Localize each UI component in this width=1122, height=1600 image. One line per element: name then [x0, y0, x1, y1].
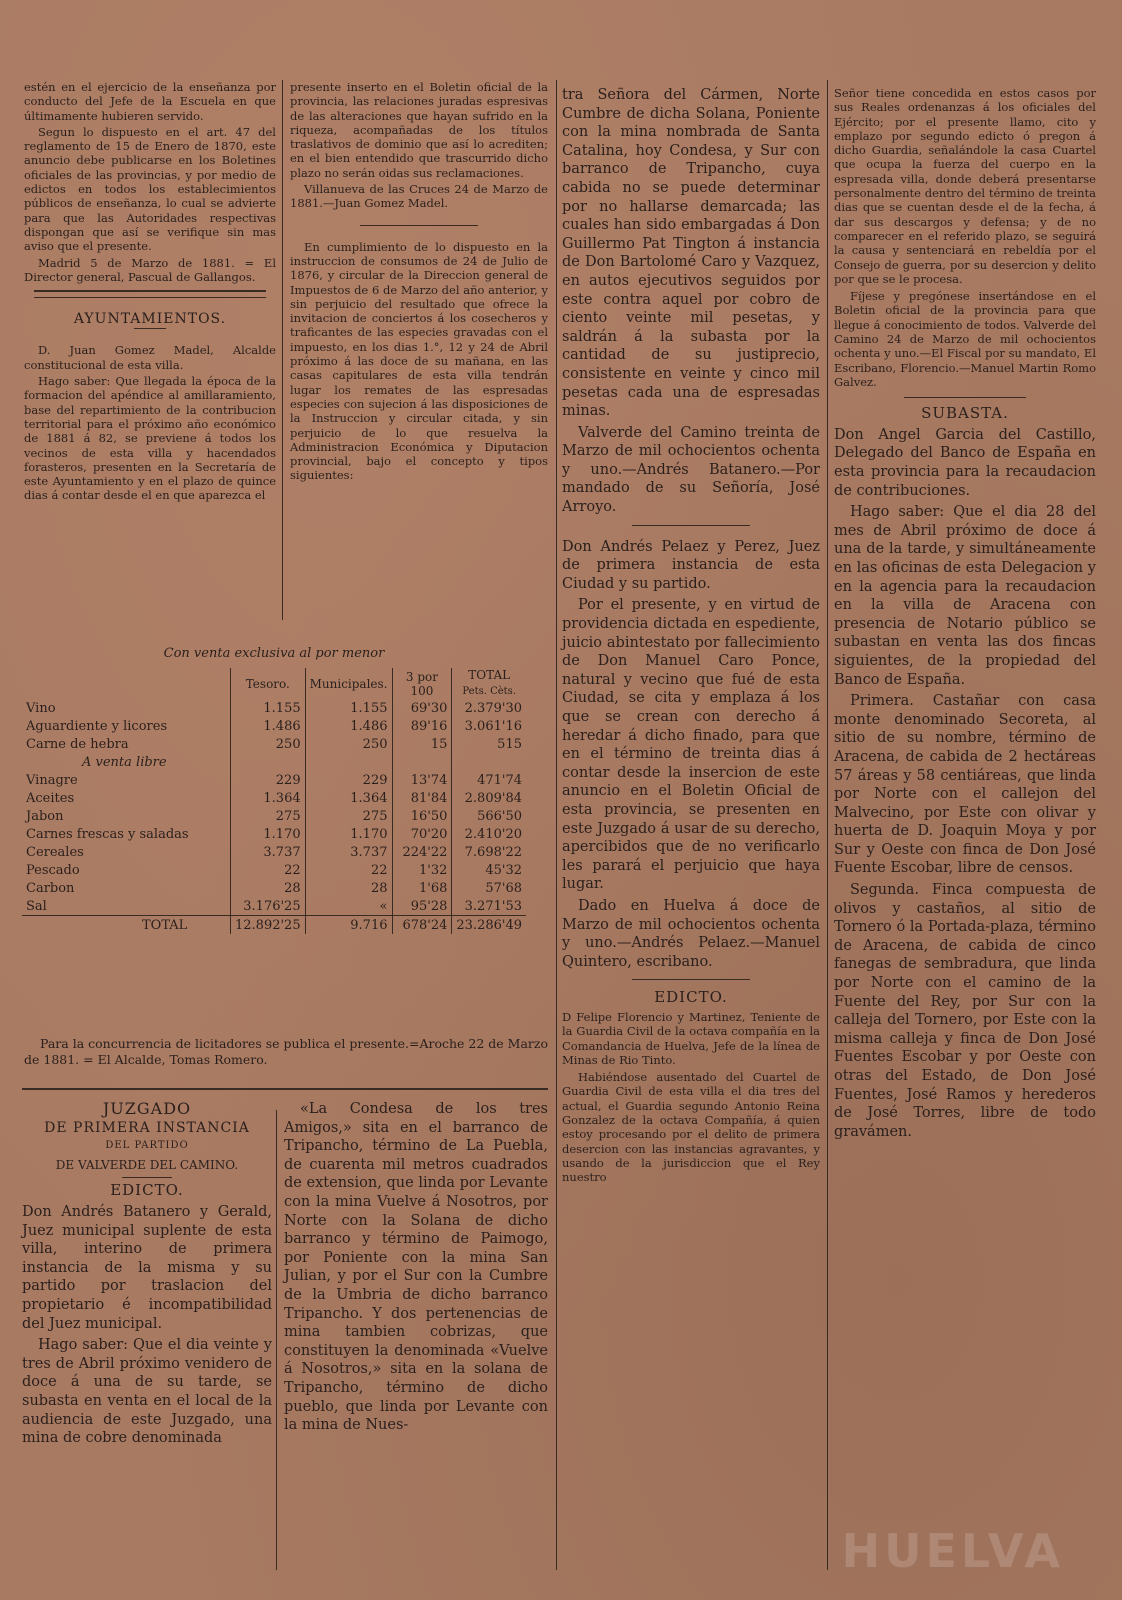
cell-total: 515: [452, 735, 526, 753]
empty-cell: [452, 753, 526, 771]
row-label: Aceites: [26, 790, 75, 806]
table-row: [22, 735, 526, 753]
cell-tesoro: 229: [231, 771, 306, 789]
cell-total: 23.286'49: [452, 916, 526, 935]
cell-municipales: 22: [305, 861, 392, 879]
juzgado-place: DE VALVERDE DEL CAMINO.: [55, 1157, 239, 1172]
section-divider: [632, 979, 750, 980]
cell-3-por-100: 70'20: [392, 825, 452, 843]
col3-signature: Valverde del Camino treinta de Marzo de mil ochocientos ochenta y uno.—Andrés Batanero.—Por mandado de su Señoría, José Arroyo.: [562, 424, 820, 516]
section-divider: [34, 290, 266, 298]
table-row: [22, 771, 526, 789]
juzgado-partido: DEL PARTIDO: [105, 1140, 189, 1152]
cell-total: 3.061'16: [452, 717, 526, 735]
row-label: Aguardiente y licores: [26, 718, 168, 734]
cell-3-por-100: 16'50: [392, 807, 452, 825]
col3-paragraph: Don Andrés Pelaez y Perez, Juez de primera instancia de esta Ciudad y su partido.: [562, 538, 820, 592]
cell-tesoro: 28: [231, 879, 306, 897]
table-header-cell: [22, 668, 231, 699]
col4-paragraph: Hago saber: Que el dia 28 del mes de Abril próximo de doce á una de la tarde, y simultáneamente en las oficinas de esta Delegacion y en la agencia para la recaudacion en la villa de Aracena con presencia de Notario público se subastan en venta las dos fincas siguientes, de la propiedad del Banco de España.: [834, 504, 1096, 688]
col3-paragraph: tra Señora del Cármen, Norte Cumbre de dicha Solana, Poniente con la mina nombrada de Santa Catalina, hoy Condesa, y Sur con barranco de Tripancho, cuya cabida no se puede determinar por no hallarse demarcada; las cuales han sido embargadas á Don Guillermo Pat Tington á instancia de Don Bartolomé Caro y Vazquez, en autos ejecutivos seguidos por este contra aquel por cobro de ciento veinte mil pesetas, y saldrán á la subasta por la cantidad de su justiprecio, consistente en veinte y cinco mil pesetas cada una de espresadas minas.: [562, 87, 820, 420]
cell-total: 3.271'53: [452, 897, 526, 916]
cell-municipales: 1.170: [305, 825, 392, 843]
cell-municipales: 1.155: [305, 699, 392, 717]
col2-paragraph: En cumplimiento de lo dispuesto en la instruccion de consumos de 24 de Julio de 1876, y circular de la Direccion general de Impuestos de 6 de Marzo del año anterior, y sin perjuicio del resultado que ofrece la invitacion de conciertos á los cosecheros y traficantes de las especies gravadas con el impuesto, en los dias 1.°, 12 y 24 de Abril próximo á las doce de su mañana, en las casas capitulares de esta villa tendrán lugar los remates de las espresadas especies con sujecion á las disposiciones de la Instruccion y circular citada, y sin perjuicio de lo que resuelva la Administracion Económica y Diputacion provincial, bajo el concepto y tipos siguientes:: [290, 239, 548, 483]
cell-tesoro: 3.737: [231, 843, 306, 861]
cell-3-por-100: 224'22: [392, 843, 452, 861]
table-footer: Para la concurrencia de licitadores se publica el presente.=Aroche 22 de Marzo de 1881. = El Alcalde, Tomas Romero.: [24, 1036, 548, 1067]
col3-paragraph: D Felipe Florencio y Martinez, Teniente de la Guardia Civil de la octava compañía en la Comandancia de Huelva, Jefe de la línea de Minas de Rio Tinto.: [562, 1009, 820, 1067]
row-label: Jabon: [26, 808, 64, 824]
col2-signature: Villanueva de las Cruces 24 de Marzo de 1881.—Juan Gomez Madel.: [290, 182, 548, 211]
cell-3-por-100: 678'24: [392, 916, 452, 935]
row-label: Pescado: [26, 862, 80, 878]
col4-paragraph: Señor tiene concedida en estos casos por sus Reales ordenanzas á los oficiales del Ejército; por el presente llamo, cito y emplazo por segundo edicto ó pregon á dicho Guardia, señalándole la casa Cuartel que ocupa la fuerza del cuerpo en la espresada villa, donde deberá presentarse personalmente dentro del término de treinta dias que se cuentan desde el de la fecha, á dar sus descargos y defensa; y de no comparecer en el referido plazo, se seguirá la causa y sentenciará en rebeldía por el Consejo de guerra, por su desercion y delito por que se le procesa.: [834, 86, 1096, 286]
cell-total: 471'74: [452, 771, 526, 789]
cell-total: 566'50: [452, 807, 526, 825]
col1-signature: Madrid 5 de Marzo de 1881. = El Director general, Pascual de Gallangos.: [24, 255, 276, 284]
table-row: [22, 861, 526, 879]
cell-3-por-100: 95'28: [392, 897, 452, 916]
juzgado-paragraph: «La Condesa de los tres Amigos,» sita en el barranco de Tripancho, término de La Puebla, de cuarenta mil metros cuadrados de extension, que linda por Levante con la mina Vuelve á Nosotros, por Norte con la Solana de dicho barranco y término de Paimogo, por Poniente con la mina San Julian, y por el Sur con la Cumbre de la Umbria de dicho barranco Tripancho. Y dos pertenencias de mina tambien cobrizas, que constituyen la denominada «Vuelve á Nosotros,» sita en la solana de Tripancho, término de dicho pueblo, que linda por Levante con la mina de Nues-: [284, 1101, 548, 1434]
cell-municipales: 1.364: [305, 789, 392, 807]
table-header-cell: [452, 668, 526, 699]
cell-total: 57'68: [452, 879, 526, 897]
cell-municipales: 229: [305, 771, 392, 789]
col1-paragraph: Segun lo dispuesto en el art. 47 del reglamento de 15 de Enero de 1870, este anuncio debe publicarse en los Boletines oficiales de las provincias, y por medio de edictos en todos los establecimientos públicos de enseñanza, lo cual se advierte para que las Autoridades respectivas dispongan que así se verifique sin mas aviso que el presente.: [24, 124, 276, 254]
cell-municipales: 9.716: [305, 916, 392, 935]
cell-tesoro: 250: [231, 735, 306, 753]
table-row: [22, 699, 526, 717]
rule-v2: [556, 80, 557, 1570]
cell-municipales: 1.486: [305, 717, 392, 735]
cell-municipales: 28: [305, 879, 392, 897]
col3-paragraph: Habiéndose ausentado del Cuartel de Guardia Civil de esta villa el dia tres del actual, el Guardia segundo Antonio Reina Gonzalez de la octava Compañía, á quien estoy procesando por el delito de primera desercion con las instancias agravantes, y usando de la jurisdiccion que el Rey nuestro: [562, 1070, 820, 1185]
col4-small-text: [834, 86, 1096, 389]
table-header-cell: Tesoro.: [231, 668, 306, 699]
juzgado-paragraph: Don Andrés Batanero y Gerald, Juez municipal suplente de esta villa, interino de primera instancia de la misma y su partido por traslacion del propietario é incompatibilidad del Juez municipal.: [22, 1203, 272, 1332]
section-divider: [360, 225, 478, 226]
cell-total: 45'32: [452, 861, 526, 879]
cell-3-por-100: 1'68: [392, 879, 452, 897]
cell-tesoro: 1.364: [231, 789, 306, 807]
cell-total: 7.698'22: [452, 843, 526, 861]
col3-signature: Dado en Huelva á doce de Marzo de mil ochocientos ochenta y uno.—Andrés Pelaez.—Manuel Quintero, escribano.: [562, 897, 820, 970]
section-divider: [904, 397, 1026, 398]
juzgado-paragraph: Hago saber: Que el dia veinte y tres de Abril próximo venidero de doce á una de su tarde, se subasta en venta en el local de la audiencia de este Juzgado, una mina de cobre denominada: [22, 1337, 272, 1447]
col1-paragraph: Hago saber: Que llegada la época de la formacion del apéndice al amillaramiento, base del repartimiento de la contribucion territorial para el próximo año económico de 1881 á 82, se previene á todos los vecinos de esta villa y hacendados forasteros, presenten en la Secretaría de este Ayuntamiento y en el plazo de quince dias á contar desde el en que aparezca el: [24, 374, 276, 503]
heading-rule: [122, 1177, 172, 1178]
row-label: Sal: [26, 898, 47, 914]
column-2: [290, 80, 548, 485]
col1-paragraph: D. Juan Gomez Madel, Alcalde constitucional de esta villa.: [24, 343, 276, 372]
table-title: Con venta exclusiva al por menor: [163, 646, 385, 661]
row-label: Vino: [26, 700, 56, 716]
cell-tesoro: 1.486: [231, 717, 306, 735]
empty-cell: [305, 753, 392, 771]
tariff-table: [22, 668, 526, 934]
table-row: [22, 879, 526, 897]
row-label: Carnes frescas y saladas: [26, 826, 189, 842]
section-heading-ayuntamientos: AYUNTAMIENTOS.: [73, 311, 227, 328]
table-row: [22, 717, 526, 735]
table-header-total: TOTAL: [468, 668, 511, 682]
empty-cell: [231, 753, 306, 771]
cell-municipales: 275: [305, 807, 392, 825]
cell-total: 2.379'30: [452, 699, 526, 717]
cell-tesoro: 1.155: [231, 699, 306, 717]
table-row: [22, 843, 526, 861]
row-label: Carbon: [26, 880, 75, 896]
juzgado-heading: JUZGADO: [102, 1099, 192, 1118]
cell-total: 2.809'84: [452, 789, 526, 807]
cell-total: 2.410'20: [452, 825, 526, 843]
row-label: Carne de hebra: [26, 736, 129, 752]
table-row: [22, 897, 526, 916]
table-row: [22, 789, 526, 807]
col4-paragraph: Segunda. Finca compuesta de olivos y castaños, al sitio de Tornero ó la Portada-plaza, término de Aracena, de cabida de cinco fanegas de sembradura, que linda por Norte con el camino de la Fuente del Rey, por Sur con la calleja del Tornero, por Este con la misma calleja y finca de Don José Fuentes Escobar y por Oeste con otras del Estado, de Don José Fuentes, José Ramos y herederos de José Torres, libre de todo gravámen.: [834, 882, 1096, 1140]
cell-3-por-100: 89'16: [392, 717, 452, 735]
col4-paragraph: Primera. Castañar con casa monte denominado Secoreta, al sitio de su nombre, término de Aracena, de cabida de 2 hectáreas 57 áreas y 58 centiáreas, que linda por Norte con el callejon del Malvecino, por Este con olivar y huerta de D. Joaquin Moya y por Sur y Oeste con finca de Don José Fuente Escobar, libre de censos.: [834, 693, 1096, 877]
cell-municipales: 250: [305, 735, 392, 753]
col3-paragraph: Por el presente, y en virtud de providencia dictada en espediente, juicio abintestato por fallecimiento de Don Manuel Caro Ponce, natural y vecino que fué de esta Ciudad, se cita y emplaza á los que se crean con derecho á heredar á dicho finado, para que en el término de treinta dias á contar desde la insercion de este anuncio en el Boletin Oficial de esta provincia, se presenten en este Juzgado á usar de su derecho, apercibidos que de no verificarlo les parará el perjuicio que haya lugar.: [562, 597, 820, 893]
cell-tesoro: 1.170: [231, 825, 306, 843]
cell-municipales: 3.737: [305, 843, 392, 861]
column-4: [834, 86, 1096, 1144]
row-label-total: TOTAL: [142, 917, 188, 933]
juzgado-column-2: [284, 1100, 548, 1438]
cell-3-por-100: 1'32: [392, 861, 452, 879]
table-header-units: Pets. Cèts.: [462, 686, 516, 697]
column-1: [24, 80, 276, 505]
col1-paragraph: estén en el ejercicio de la enseñanza por conducto del Jefe de la Escuela en que últimamente hubieren servido.: [24, 80, 276, 123]
table-subtitle-row: [22, 753, 526, 771]
rule-v3: [827, 80, 828, 1570]
table-row: [22, 825, 526, 843]
cell-tesoro: 22: [231, 861, 306, 879]
juzgado-column: [22, 1100, 272, 1451]
column-3: [562, 86, 820, 1187]
section-divider: [632, 525, 750, 526]
col4-paragraph: Don Angel Garcia del Castillo, Delegado del Banco de España en esta provincia para la recaudacion de contribuciones.: [834, 426, 1096, 499]
subasta-heading: SUBASTA.: [921, 404, 1009, 423]
col3-small-text: [562, 1010, 820, 1185]
watermark-huelva: HUELVA: [841, 1524, 1064, 1578]
rule-h-juzgado: [22, 1088, 548, 1090]
edicto-heading: EDICTO.: [654, 988, 728, 1007]
cell-3-por-100: 15: [392, 735, 452, 753]
edicto-heading: EDICTO.: [110, 1181, 184, 1200]
cell-tesoro: 3.176'25: [231, 897, 306, 916]
cell-3-por-100: 81'84: [392, 789, 452, 807]
col2-paragraph: presente inserto en el Boletin oficial de la provincia, las relaciones juradas espresivas de las alteraciones que hayan sufrido en la riqueza, acompañadas de los títulos traslativos de dominio que así lo acrediten; en el bien entendido que trascurrido dicho plazo no serán oidas sus reclamaciones.: [290, 80, 548, 180]
table-subtitle: A venta libre: [82, 754, 167, 770]
table-header-row: [22, 668, 526, 699]
table-row: [22, 807, 526, 825]
table-header-cell: Municipales.: [305, 668, 392, 699]
rule-v4: [276, 1110, 277, 1570]
cell-tesoro: 275: [231, 807, 306, 825]
row-label: Cereales: [26, 844, 84, 860]
empty-cell: [392, 753, 452, 771]
cell-3-por-100: 13'74: [392, 771, 452, 789]
heading-rule: [134, 328, 166, 329]
row-label: Vinagre: [26, 772, 78, 788]
table-header-cell: 3 por 100: [392, 668, 452, 699]
cell-tesoro: 12.892'25: [231, 916, 306, 935]
juzgado-subheading: DE PRIMERA INSTANCIA: [44, 1119, 250, 1136]
cell-municipales: «: [305, 897, 392, 916]
rule-v1: [282, 80, 283, 620]
table-total-row: [22, 916, 526, 935]
cell-3-por-100: 69'30: [392, 699, 452, 717]
col4-paragraph: Fíjese y pregónese insertándose en el Boletin oficial de la provincia para que llegue á conocimiento de todos. Valverde del Camino 24 de Marzo de mil ochocientos ochenta y uno.—El Fiscal por su mandato, El Escribano, Florencio.—Manuel Martin Romo Galvez.: [834, 289, 1096, 389]
